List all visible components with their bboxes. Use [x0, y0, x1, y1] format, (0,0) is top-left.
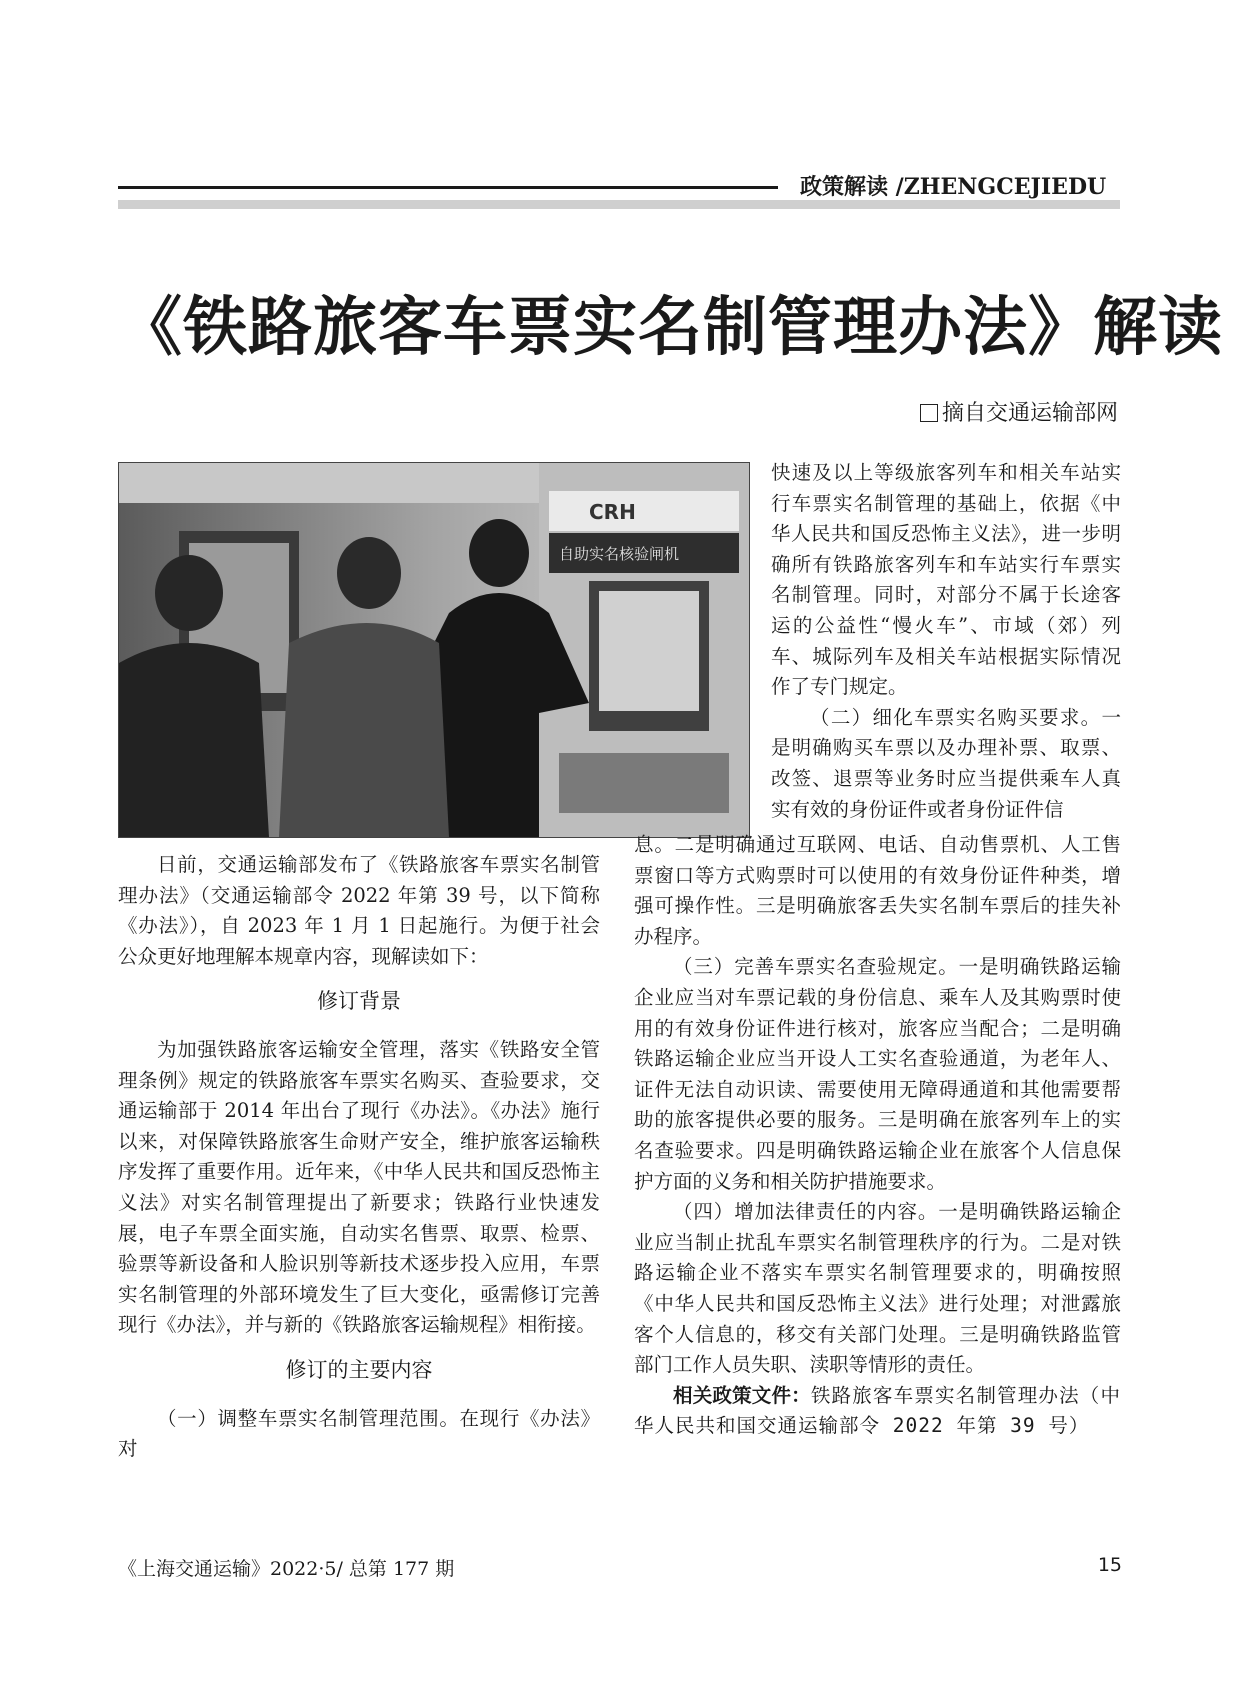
section-tag: 政策解读 /ZHENGCEJIEDU — [800, 174, 1107, 200]
paragraph-purchase-requirements: （二）细化车票实名购买要求。一是明确购买车票以及办理补票、取票、改签、退票等业务时应当提供乘车人真实有效的身份证件或者身份证件信 — [771, 705, 1121, 821]
page-number: 15 — [1097, 1554, 1122, 1576]
policy-text: 铁路旅客车票实名制管理办法（中华人民共和国交通运输部令 2022 年第 39 号） — [634, 1383, 1121, 1438]
policy-label: 相关政策文件： — [673, 1383, 811, 1407]
paragraph-verification: （三）完善车票实名查验规定。一是明确铁路运输企业应当对车票记载的身份信息、乘车人及其购票时使用的有效身份证件进行核对，旅客应当配合；二是明确铁路运输企业应当开设人工实名查验通道，为老年人、证件无法自动识读、需要使用无障碍通道和其他需要帮助的旅客提供必要的服务。三是明确在旅客列车上的实名查验要求。四是明确铁路运输企业在旅客个人信息保护方面的义务和相关防护措施要求。 — [634, 955, 1121, 1193]
photo-illustration — [119, 463, 749, 837]
left-column — [118, 850, 600, 1465]
paragraph-scope: （一）调整车票实名制管理范围。在现行《办法》对 — [118, 1406, 600, 1461]
paragraph-scope-continued: 快速及以上等级旅客列车和相关车站实行车票实名制管理的基础上，依据《中华人民共和国反恐怖主义法》，进一步明确所有铁路旅客列车和车站实行车票实名制管理。同时，对部分不属于长途客运的公益性“慢火车”、市域（郊）列车、城际列车及相关车站根据实际情况作了专门规定。 — [771, 461, 1121, 699]
paragraph-background: 为加强铁路旅客运输安全管理，落实《铁路安全管理条例》规定的铁路旅客车票实名购买、查验要求，交通运输部于 2014 年出台了现行《办法》。《办法》施行以来，对保障铁路旅客生命财产安全，维护旅客运输秩序发挥了重要作用。近年来，《中华人民共和国反恐怖主义法》对实名制管理提出了新要求；铁路行业快速发展，电子车票全面实施，自动实名售票、取票、检票、验票等新设备和人脸识别等新技术逐步投入应用，车票实名制管理的外部环境发生了巨大变化，亟需修订完善现行《办法》，并与新的《铁路旅客运输规程》相衔接。 — [118, 1037, 600, 1337]
article-photo — [118, 462, 750, 838]
related-policy — [634, 1381, 1121, 1442]
header-rule — [118, 186, 778, 189]
article-source — [920, 396, 1118, 427]
header-bar — [118, 200, 1120, 209]
paragraph-purchase-continued: 息。二是明确通过互联网、电话、自动售票机、人工售票窗口等方式购票时可以使用的有效身份证件种类，增强可操作性。三是明确旅客丢失实名制车票后的挂失补办程序。 — [634, 833, 1121, 948]
right-column-top — [771, 458, 1121, 825]
photo-machine-sign: 自助实名核验闸机 — [559, 545, 680, 563]
right-column — [634, 830, 1121, 1442]
source-box-icon — [920, 404, 938, 422]
paragraph-intro: 日前，交通运输部发布了《铁路旅客车票实名制管理办法》（交通运输部令 2022 年第 39 号，以下简称《办法》），自 2023 年 1 月 1 日起施行。为便于社会公众更好地理解本规章内容，现解读如下： — [118, 853, 600, 968]
photo-brand-text: CRH — [589, 500, 636, 524]
heading-main-content: 修订的主要内容 — [285, 1357, 433, 1382]
source-text: 摘自交通运输部网 — [941, 401, 1118, 426]
footer-journal: 《上海交通运输》2022·5/ 总第 177 期 — [118, 1558, 455, 1580]
article-title: 《铁路旅客车票实名制管理办法》解读 — [118, 290, 1223, 365]
paragraph-legal-liability: （四）增加法律责任的内容。一是明确铁路运输企业应当制止扰乱车票实名制管理秩序的行为。二是对铁路运输企业不落实车票实名制管理要求的，明确按照《中华人民共和国反恐怖主义法》进行处理；对泄露旅客个人信息的，移交有关部门处理。三是明确铁路监管部门工作人员失职、渎职等情形的责任。 — [634, 1200, 1121, 1377]
heading-background: 修订背景 — [317, 989, 401, 1014]
